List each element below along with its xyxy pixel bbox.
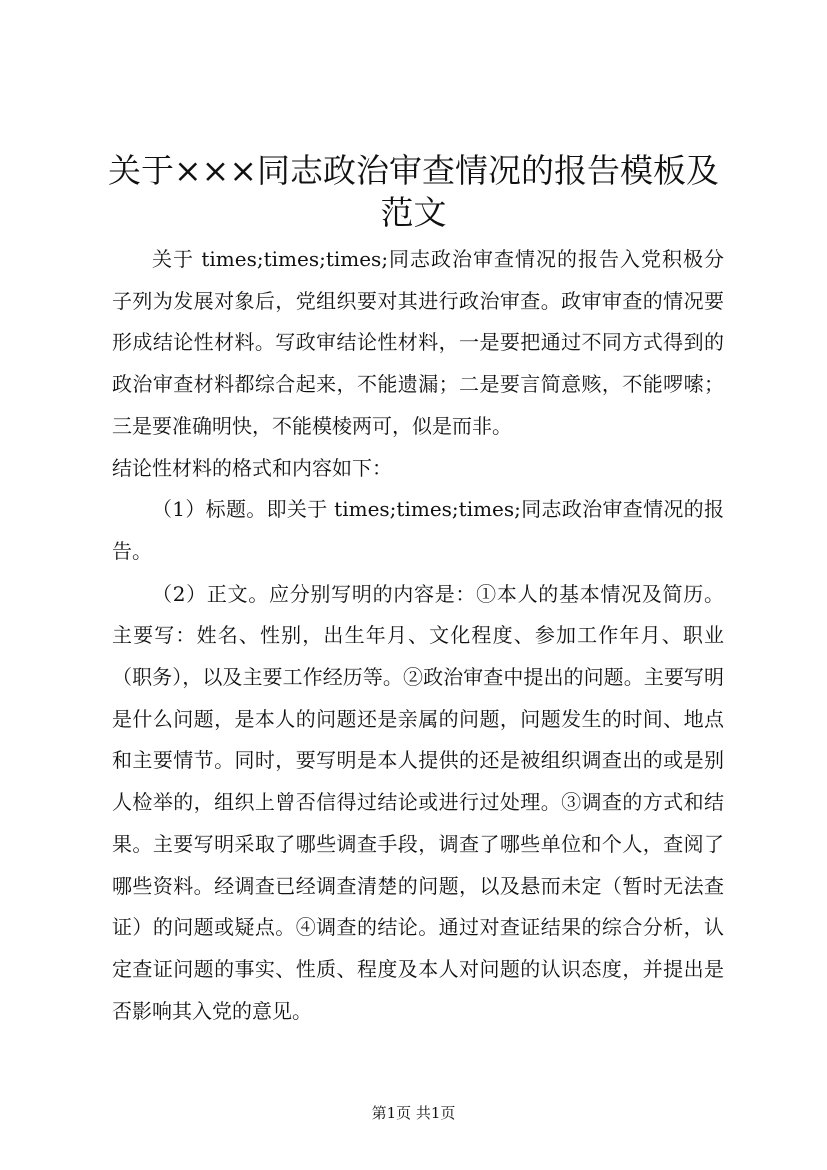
document-body bbox=[112, 239, 724, 1032]
paragraph-title-section: （1）标题。即关于 times;times;times;同志政治审查情况的报告。 bbox=[112, 497, 724, 563]
document-title: 关于×××同志政治审查情况的报告模板及范文 bbox=[108, 151, 719, 232]
paragraph-intro: 关于 times;times;times;同志政治审查情况的报告入党积极分子列为发展对象后，党组织要对其进行政治审查。政审审查的情况要形成结论性材料。写政审结论性材料，一是要把通过不同方式得到的政治审查材料都综合起来，不能遗漏；二是要言简意赅，不能啰嗦；三是要准确明快，不能模棱两可，似是而非。 bbox=[112, 247, 724, 438]
paragraph-body-section: （2）正文。应分别写明的内容是：①本人的基本情况及简历。主要写：姓名、性别，出生年月、文化程度、参加工作年月、职业（职务），以及主要工作经历等。②政治审查中提出的问题。主要写明是什么问题，是本人的问题还是亲属的问题，问题发生的时间、地点和主要情节。同时，要写明是本人提供的还是被组织调查出的或是别人检举的，组织上曾否信得过结论或进行过处理。③调查的方式和结果。主要写明采取了哪些调查手段，调查了哪些单位和个人，查阅了哪些资料。经调查已经调查清楚的问题，以及悬而未定（暂时无法查证）的问题或疑点。④调查的结论。通过对查证结果的综合分析，认定查证问题的事实、性质、程度及本人对问题的认识态度，并提出是否影响其入党的意见。 bbox=[112, 581, 724, 1023]
paragraph-format-heading: 结论性材料的格式和内容如下： bbox=[112, 455, 392, 480]
page-footer: 第1页 共1页 bbox=[371, 1104, 456, 1122]
